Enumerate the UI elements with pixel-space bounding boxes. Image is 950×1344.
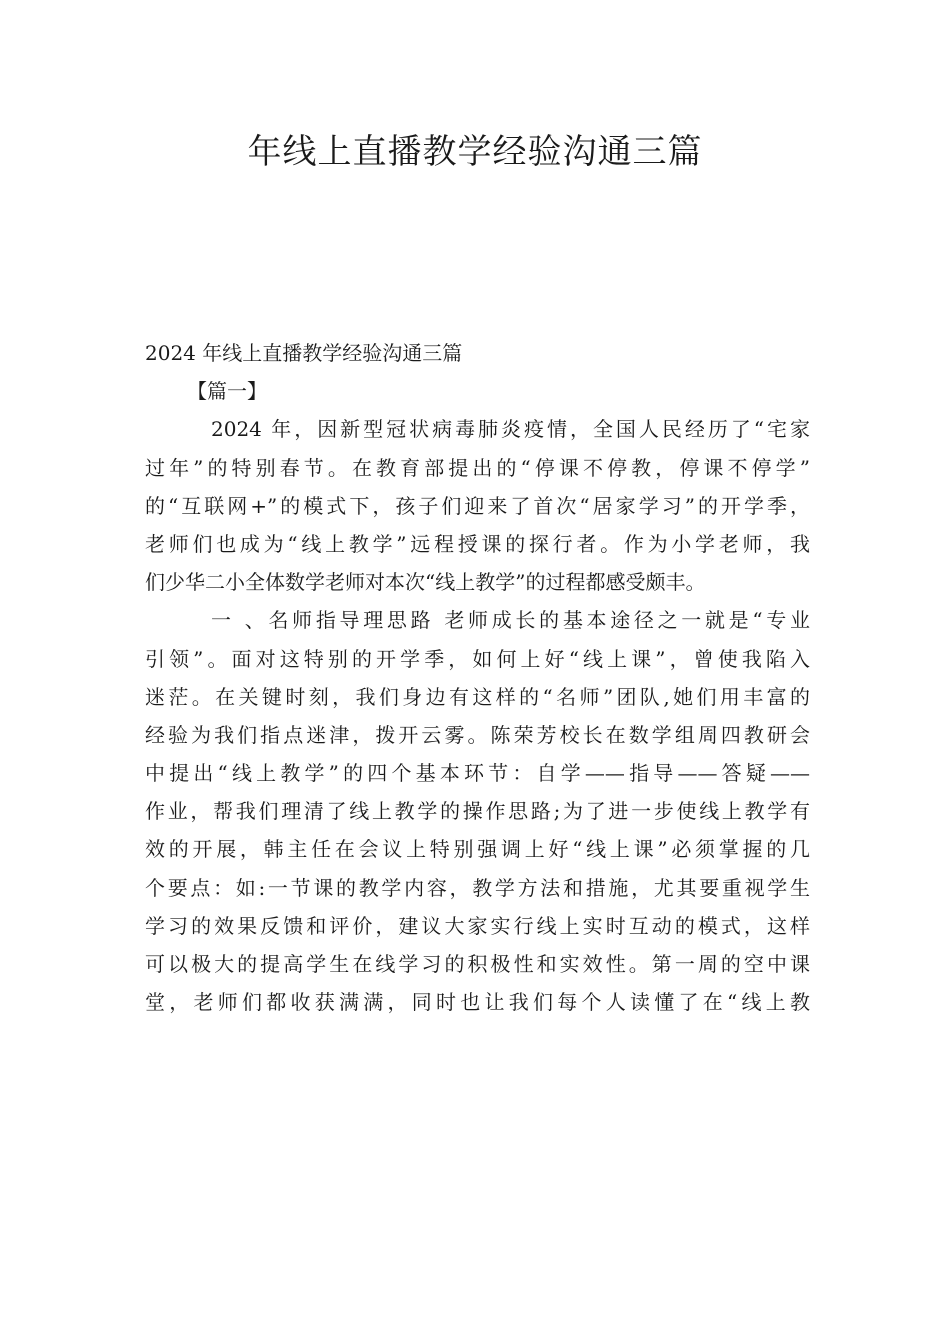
paragraph-1 [145,410,810,601]
section-label: 【篇一】 [187,379,267,404]
text-line: 们少华二小全体数学老师对本次“线上教学”的过程都感受颇丰。 [145,570,706,595]
text-line: 2024 年，因新型冠状病毒肺炎疫情，全国人民经历了“宅家 [211,417,810,442]
text-line: 迷茫。在关键时刻，我们身边有这样的“名师”团队,她们用丰富的 [145,684,810,709]
text-line: 老师们也成为“线上教学”远程授课的探行者。作为小学老师，我 [145,531,810,556]
document-title: 年线上直播教学经验沟通三篇 [247,132,703,172]
text-line: 作业，帮我们理清了线上教学的操作思路;为了进一步使线上教学有 [145,799,810,824]
text-line: 的“互联网+”的模式下，孩子们迎来了首次“居家学习”的开学季， [145,493,810,518]
document-subtitle: 2024 年线上直播教学经验沟通三篇 [145,341,463,365]
text-line: 一 、名师指导理思路 老师成长的基本途径之一就是“专业 [211,608,810,633]
text-line: 引领”。面对这特别的开学季，如何上好“线上课”，曾使我陷入 [145,646,810,671]
text-line: 效的开展，韩主任在会议上特别强调上好“线上课”必须掌握的几 [145,837,810,862]
text-line: 堂，老师们都收获满满，同时也让我们每个人读懂了在“线上教 [145,990,810,1015]
text-line: 中提出“线上教学”的四个基本环节：自学——指导——答疑—— [145,761,810,786]
document-body [145,334,810,1021]
text-line: 学习的效果反馈和评价，建议大家实行线上实时互动的模式，这样 [145,913,810,938]
text-line: 过年”的特别春节。在教育部提出的“停课不停教，停课不停学” [145,455,810,480]
text-line: 可以极大的提高学生在线学习的积极性和实效性。第一周的空中课 [145,952,810,976]
paragraph-2 [145,601,810,1021]
text-line: 个要点：如:一节课的教学内容，教学方法和措施，尤其要重视学生 [145,875,810,900]
text-line: 经验为我们指点迷津，拨开云雾。陈荣芳校长在数学组周四教研会 [145,722,810,747]
